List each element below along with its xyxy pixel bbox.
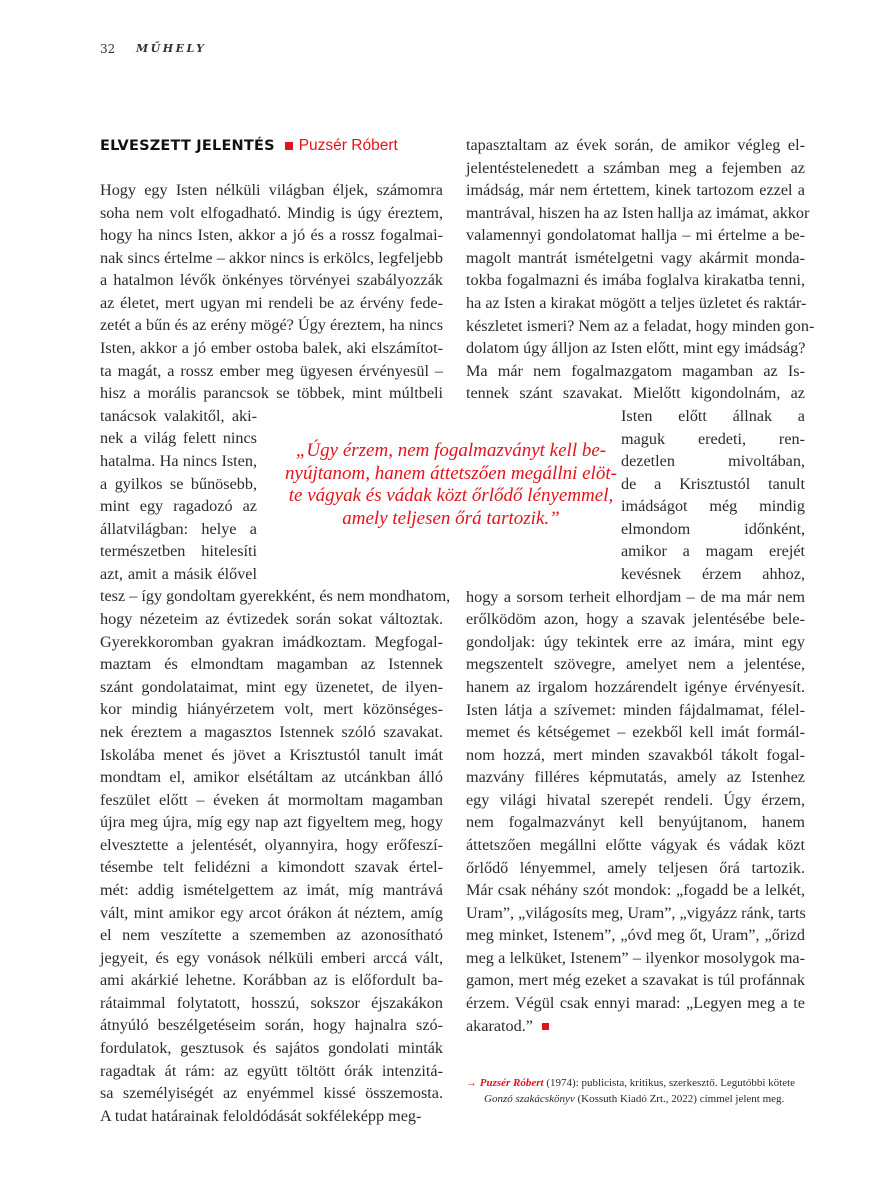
text-line: el nem veszítette a szememben az azonosítható — [100, 926, 443, 945]
text-line: az életet, mert ugyan mi rendeli be az érvény fede- — [100, 293, 443, 312]
text-line: újra meg újra, míg egy nap azt figyeltem meg, hogy — [100, 813, 443, 832]
text-line: őrlődő lényemmel, amely teljesen őrá tartozik. — [466, 858, 805, 877]
text-line: dezetlen mivoltában, — [621, 452, 805, 471]
text-line: nek a világ felett nincs — [100, 429, 257, 448]
red-square-bullet-icon — [285, 142, 293, 150]
text-line: de a Krisztustól tanult — [621, 474, 805, 493]
text-line: tanácsok valakitől, aki- — [100, 406, 257, 425]
text-line: mét: addig ismételgettem az imát, míg mantrává — [100, 880, 443, 899]
text-line: elvesztette a jelentését, olyannyira, hogy erőfeszí- — [100, 835, 443, 854]
text-line: Isten, akkor a jó ember ostoba balek, aki elszámítot- — [100, 339, 443, 358]
pull-quote-line: nyújtanom, hanem áttetszően megállni elöt- — [285, 462, 617, 484]
article-headline — [100, 137, 398, 155]
text-line: nak sincs értelme – akkor nincs is erkölcs, legfeljebb — [100, 248, 443, 267]
text-line: nom hozzá, mert minden szavakból tákolt fogal- — [466, 745, 805, 764]
end-of-article-square-icon — [542, 1023, 549, 1030]
text-line: Isten látja a szívemet: minden fájdalmamat, félel- — [466, 700, 805, 719]
text-line: meg a lelküket, Istenem” – ilyenkor mosolygok ma- — [466, 948, 805, 967]
text-line: sa személyiségét az enyémmel kissé összemosta. — [100, 1084, 443, 1103]
text-line: feszület előtt – éveken át mormoltam magamban — [100, 790, 443, 809]
text-line: imádságot még mindig — [621, 497, 805, 516]
text-line: maguk eredeti, ren- — [621, 429, 805, 448]
text-line: Hogy egy Isten nélküli világban éljek, számomra — [100, 181, 443, 199]
text-line: szánt gondolataimat, mint egy üzenetet, de ilyen- — [100, 677, 443, 696]
text-line: vált, mint amikor egy arcot órákon át néztem, amíg — [100, 903, 443, 922]
text-line: mazvány filléres képmutatás, amely az Istenhez — [466, 768, 805, 787]
text-line: hanem az irgalom hozzárendelt igénye érvényesít. — [466, 677, 805, 696]
text-line: dolatom úgy álljon az Isten előtt, mint egy imádság? — [466, 339, 806, 358]
text-line: mondtam el, amikor elsétáltam az utcánkban álló — [100, 768, 443, 787]
text-line: Iskolába menet és jövet a Krisztustól tanult imát — [100, 745, 443, 764]
text-line: zetét a bűn és az erény mögé? Úgy éreztem, ha nincs — [100, 316, 443, 335]
text-line: azt, amit a másik élővel — [100, 564, 257, 583]
text-line: mantrával, hiszen ha az Isten hallja az imámat, akkor — [466, 203, 810, 222]
pull-quote-line: „Úgy érzem, nem fogalmazványt kell be- — [295, 440, 607, 461]
text-line: soha nem volt elfogadható. Mindig is úgy éreztem, — [100, 203, 443, 222]
text-line: nek éreztem a magasztos Istennek szóló szavakat. — [100, 722, 443, 741]
text-line: meg minket, Istenem”, „óvd meg őt, Uram”, „őrizd — [466, 926, 805, 945]
text-line: Ma már nem fogalmazgatom magamban az Is- — [466, 361, 805, 380]
text-line: áttetszően megállni előtte vágyak és vádak közt — [466, 835, 805, 854]
text-line: ragadtak át rám: az együtt töltött órák intenzitá- — [100, 1061, 443, 1080]
text-line: egy világi hivatal szerepét rendeli. Úgy érzem, — [466, 790, 805, 809]
text-line: a gyilkos se bűnösebb, — [100, 474, 257, 493]
bio-text-1: (1974): publicista, kritikus, szerkesztő. Legutóbbi kötete — [543, 1077, 796, 1089]
text-line: Uram”, „világosíts meg, Uram”, „vigyázz ránk, tarts — [466, 903, 806, 922]
text-line: gamon, mert még ezeket a szavakat is túl profánnak — [466, 971, 805, 990]
text-line: tokba fogalmazni és imába foglalva kirakatba tenni, — [466, 271, 805, 290]
text-line: hatalma. Ha nincs Isten, — [100, 451, 257, 470]
text-line: átnyúló beszélgetéseim során, hogy hajnalra szó- — [100, 1016, 443, 1035]
text-line: magolt mantrát ismételgetni vagy akármit monda- — [466, 248, 805, 267]
text-line: természetben hitelesíti — [100, 542, 257, 561]
text-line: megszentelt szövegre, amelyet nem a jelentése, — [466, 655, 805, 674]
text-line: kevésnek érzem ahhoz, — [621, 565, 805, 584]
text-line: erőlködöm azon, hogy a szavak jelentésébe bele- — [466, 610, 805, 629]
text-line: ha az Isten a kirakat mögött a teljes üzletet és raktár- — [466, 294, 807, 313]
text-line: hisz a morális parancsok se többek, mint múltbeli — [100, 384, 443, 403]
text-line: Gyerekkoromban gyakran imádkoztam. Megfogal- — [100, 632, 443, 651]
text-line: kor mindig hiányérzetem volt, mert közönséges- — [100, 700, 443, 719]
text-line: tapasztaltam az évek során, de amikor végleg el- — [466, 136, 805, 154]
text-line: amikor a magam erejét — [621, 542, 805, 561]
bio-text-2: (Kossuth Kiadó Zrt., 2022) címmel jelent meg. — [574, 1093, 785, 1105]
article-title: ELVESZETT JELENTÉS — [100, 138, 275, 154]
text-line: Már csak néhány szót mondok: „fogadd be a lelkét, — [466, 881, 805, 900]
text-line: memet és kétségemet – ezekből kell imát formál- — [466, 723, 805, 742]
text-line: nem fogalmazványt kell benyújtanom, hanem — [466, 813, 805, 832]
text-line: tésembe telt felidézni a kimondott szavak értel- — [100, 858, 443, 877]
text-line: érzem. Végül csak ennyi marad: „Legyen meg a te — [466, 994, 805, 1013]
text-line: fordulatok, gesztusok és sajátos gondolati minták — [100, 1039, 443, 1058]
text-line: ta magát, a rossz ember meg ügyesen érvényesül – — [100, 361, 443, 380]
text-line: A tudat határainak feloldódását sokféleképp meg- — [100, 1106, 422, 1125]
page-number: 32 — [100, 42, 116, 56]
text-line: ami akárkié lehetne. Korábban az is előfordult ba- — [100, 971, 443, 990]
bio-book-title: Gonzó szakácskönyv — [484, 1093, 575, 1105]
text-line: állatvilágban: helye a — [100, 519, 257, 538]
text-line: a hatalmon lévők önkényes törvényei szabályozzák — [100, 271, 443, 290]
arrow-icon: → — [466, 1077, 477, 1089]
section-name: MŰHELY — [136, 42, 207, 55]
bio-author-name: Puzsér Róbert — [479, 1077, 544, 1089]
text-line: tennek szánt szavakat. Mielőtt kigondolnám, az — [466, 384, 805, 403]
text-line: akaratod.” — [466, 1016, 805, 1036]
text-line: tesz – így gondoltam gyerekként, és nem mondhatom, — [100, 587, 451, 606]
text-line: imádság, már nem értettem, kinek tartozom ezzel a — [466, 181, 805, 200]
text-line: valamennyi gondolatomat hallja – mi értelme a be- — [466, 226, 805, 245]
text-line: maztam és elmondtam magamban az Istennek — [100, 655, 443, 674]
text-line: gondoljak: úgy tekintek erre az imára, mint egy — [466, 632, 805, 651]
text-line: mint egy ragadozó az — [100, 497, 257, 516]
pull-quote-line: amely teljesen őrá tartozik.” — [342, 507, 560, 529]
text-line: elmondom időnként, — [621, 519, 805, 538]
pull-quote — [275, 440, 627, 530]
pull-quote-line: te vágyak és vádak közt őrlődő lényemmel, — [288, 485, 614, 507]
text-line: hogy ha nincs Isten, akkor a jó és a rossz fogalmai- — [100, 226, 443, 245]
text-line: készletet ismeri? Nem az a feladat, hogy minden gon- — [466, 316, 815, 335]
text-line: jelentéstelenedett a számban meg a fejemben az — [466, 158, 805, 177]
text-line: Isten előtt állnak a — [621, 406, 805, 425]
author-bio — [466, 1075, 806, 1107]
text-line: hogy nézeteim az évtizedek során sokat változtak. — [100, 610, 443, 629]
text-line: hogy a sorsom terheit elhordjam – de ma már nem — [466, 587, 805, 606]
article-author: Puzsér Róbert — [298, 137, 398, 154]
text-line: rátaimmal folytatott, hosszú, sokszor éjszakákon — [100, 993, 443, 1012]
text-line: jegyeit, és egy vonások nélküli emberi arccá vált, — [100, 948, 443, 967]
